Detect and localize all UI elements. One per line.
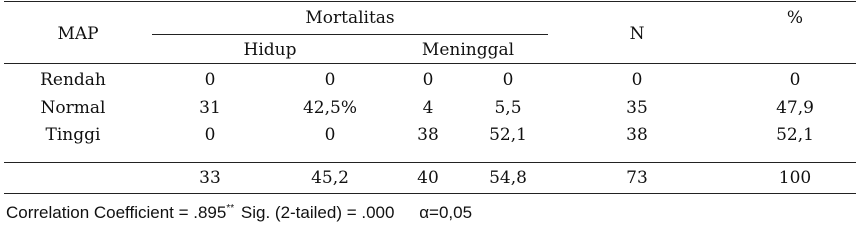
total-count: 73 bbox=[626, 168, 648, 188]
meninggal-count: 4 bbox=[422, 98, 434, 118]
hidup-count: 31 bbox=[199, 98, 221, 118]
row-label: Normal bbox=[40, 98, 106, 118]
total-percent: 52,1 bbox=[776, 125, 814, 145]
hidup-count: 0 bbox=[204, 70, 216, 90]
correlation-coefficient: Correlation Coefficient = .895 bbox=[6, 203, 227, 222]
header-percent: % bbox=[786, 8, 804, 28]
mortalitas-underline bbox=[152, 34, 548, 35]
header-bottom-rule bbox=[4, 63, 856, 64]
header-mortalitas: Mortalitas bbox=[305, 8, 395, 28]
total-count: 35 bbox=[626, 98, 648, 118]
total-percent: 47,9 bbox=[776, 98, 814, 118]
meninggal-percent: 54,8 bbox=[489, 168, 527, 188]
total-top-rule bbox=[4, 162, 856, 163]
table-bottom-rule bbox=[4, 193, 856, 194]
meninggal-percent: 0 bbox=[502, 70, 514, 90]
header-hidup: Hidup bbox=[243, 40, 297, 60]
total-count: 38 bbox=[626, 125, 648, 145]
alpha-level: α=0,05 bbox=[419, 203, 473, 222]
row-label: Rendah bbox=[40, 70, 106, 90]
table-top-rule bbox=[4, 1, 856, 2]
hidup-percent: 42,5% bbox=[302, 98, 358, 118]
significance-marker: ** bbox=[226, 203, 235, 214]
header-n: N bbox=[629, 24, 645, 44]
total-percent: 100 bbox=[778, 168, 812, 188]
meninggal-percent: 5,5 bbox=[494, 98, 522, 118]
meninggal-percent: 52,1 bbox=[489, 125, 527, 145]
total-percent: 0 bbox=[789, 70, 801, 90]
meninggal-count: 40 bbox=[417, 168, 439, 188]
hidup-percent: 0 bbox=[324, 125, 336, 145]
hidup-percent: 0 bbox=[324, 70, 336, 90]
meninggal-count: 38 bbox=[417, 125, 439, 145]
header-meninggal: Meninggal bbox=[421, 40, 515, 60]
total-count: 0 bbox=[631, 70, 643, 90]
header-map: MAP bbox=[57, 24, 99, 44]
significance-value: Sig. (2-tailed) = .000 bbox=[240, 203, 395, 222]
statistics-footnote bbox=[6, 199, 472, 223]
hidup-count: 33 bbox=[199, 168, 221, 188]
meninggal-count: 0 bbox=[422, 70, 434, 90]
hidup-percent: 45,2 bbox=[311, 168, 349, 188]
row-label: Tinggi bbox=[45, 125, 101, 145]
hidup-count: 0 bbox=[204, 125, 216, 145]
